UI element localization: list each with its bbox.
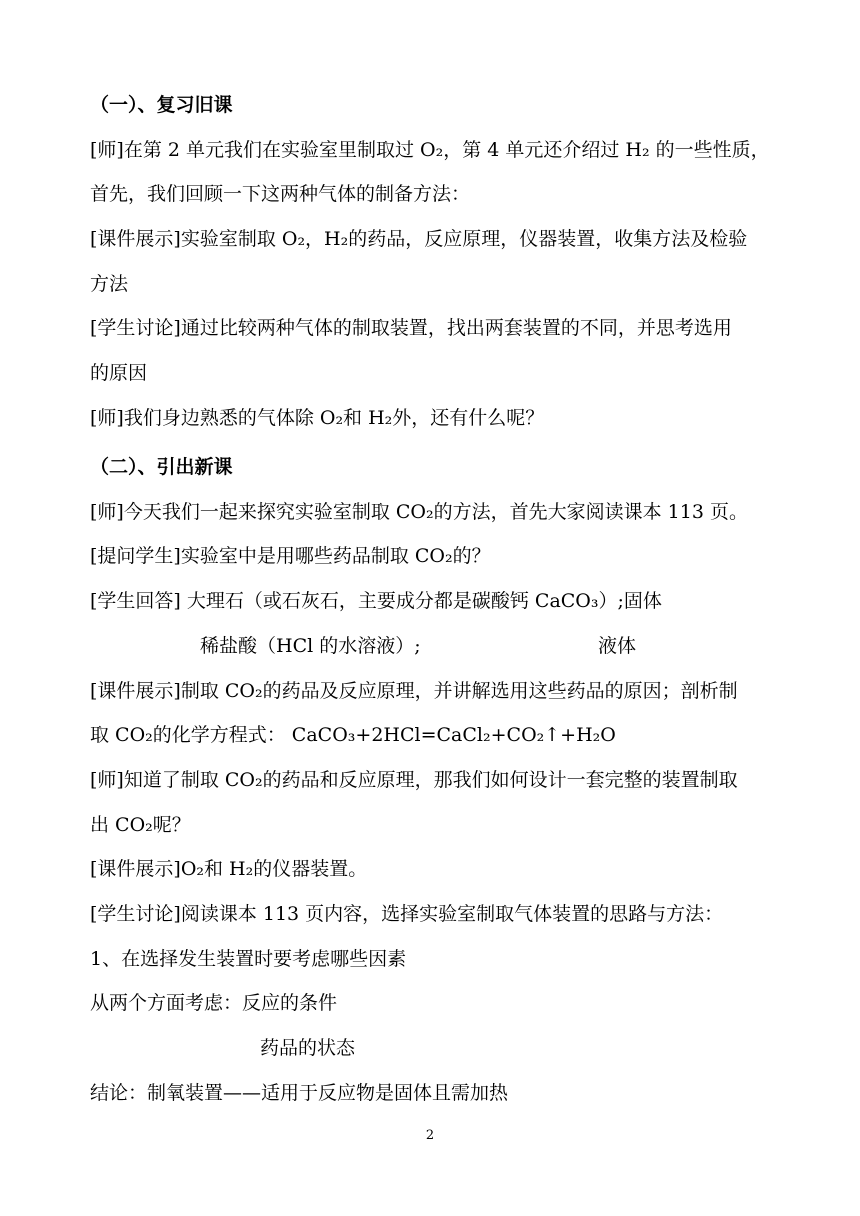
page-number: 2 [425,1128,435,1143]
paragraph-line: 的原因 [90,362,148,384]
paragraph-line: 从两个方面考虑：反应的条件 [90,992,338,1014]
paragraph-line: [学生回答] 大理石（或石灰石，主要成分都是碳酸钙 CaCO₃）;固体 [90,590,662,612]
conclusion-line: 结论：制氧装置——适用于反应物是固体且需加热 [90,1082,509,1104]
paragraph-line: [师]今天我们一起来探究实验室制取 CO₂的方法，首先大家阅读课本 113 页。 [90,501,748,523]
paragraph-line: [学生讨论]通过比较两种气体的制取装置，找出两套装置的不同，并思考选用 [90,317,732,339]
paragraph-line: [学生讨论]阅读课本 113 页内容，选择实验室制取气体装置的思路与方法： [90,903,724,925]
chemical-equation-line: 取 CO₂的化学方程式： CaCO₃+2HCl=CaCl₂+CO₂↑+H₂O [90,724,616,746]
paragraph-line: [师]在第 2 单元我们在实验室里制取过 O₂，第 4 单元还介绍过 H₂ 的一些性质， [90,139,770,161]
paragraph-line: [课件展示]制取 CO₂的药品及反应原理，并讲解选用这些药品的原因；剖析制 [90,680,738,702]
paragraph-line: [师]我们身边熟悉的气体除 O₂和 H₂外，还有什么呢？ [90,407,545,429]
section-heading-review: （一）、复习旧课 [90,94,233,116]
paragraph-line: 出 CO₂呢？ [90,814,191,836]
paragraph-line: [课件展示]O₂和 H₂的仪器装置。 [90,858,368,880]
paragraph-line: [提问学生]实验室中是用哪些药品制取 CO₂的？ [90,545,491,567]
list-item: 1、在选择发生装置时要考虑哪些因素 [90,948,407,970]
paragraph-line: [师]知道了制取 CO₂的药品和反应原理，那我们如何设计一套完整的装置制取 [90,769,738,791]
paragraph-line: [课件展示]实验室制取 O₂，H₂的药品，反应原理，仪器装置，收集方法及检验 [90,228,748,250]
paragraph-line: 方法 [90,273,129,295]
paragraph-line: 药品的状态 [260,1037,356,1059]
paragraph-line: 首先，我们回顾一下这两种气体的制备方法： [90,183,471,205]
paragraph-line: 稀盐酸（HCl 的水溶液）; [200,635,421,657]
section-heading-new-lesson: （二）、引出新课 [90,456,233,478]
state-label-liquid: 液体 [598,635,637,657]
